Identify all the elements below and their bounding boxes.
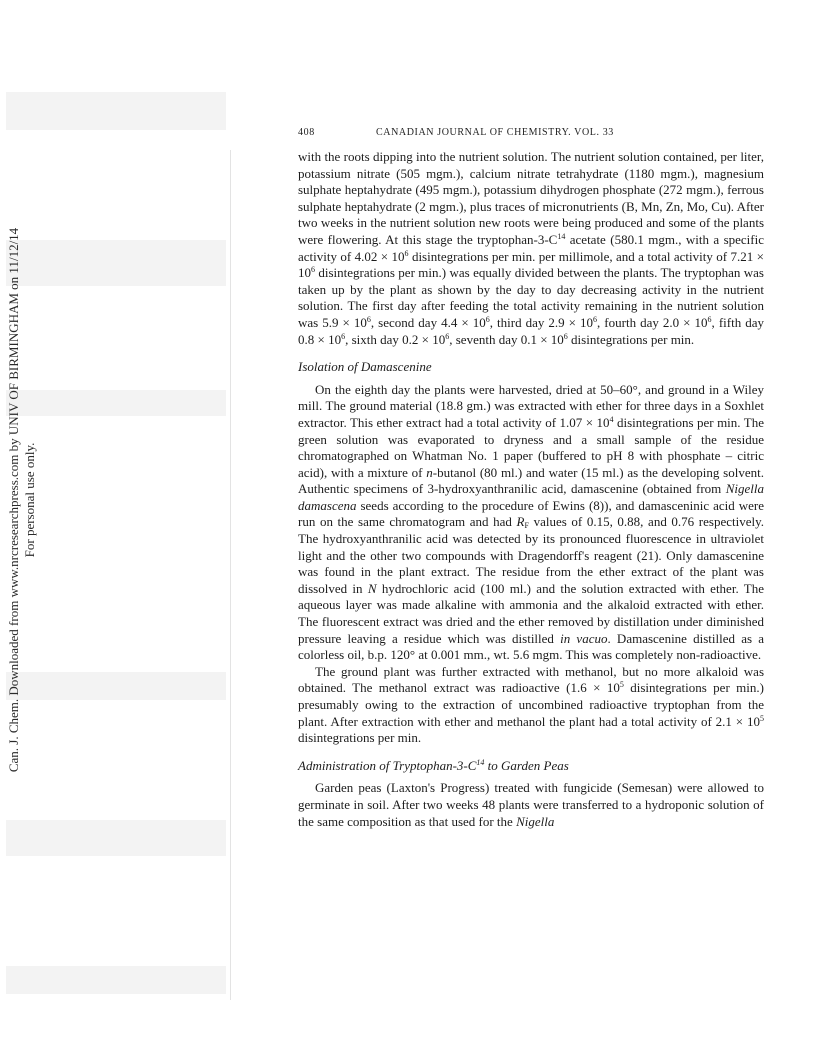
scan-smudge-top xyxy=(6,92,226,130)
page-number: 408 xyxy=(298,127,315,138)
paragraph-nutrient-solution: with the roots dipping into the nutrient solution. The nutrient solution contained, per liter, potassium nitrate (505 mgm.), calcium nitrate tetrahydrate (1180 mgm.), magnesium sulphate heptahydrate (495 mgm.), potassium dihydrogen phosphate (272 mgm.), ferrous sulphate heptahydrate (2 mgm.), plus traces of micronutrients (B, Mn, Zn, Mo, Cu). After two weeks in the nutrient solution new roots were being produced and some of the plants were flowering. At this stage the tryptophan-$3-C^{14}$ acetate (580.1 mgm., with a specific activity of $4.02 \times 10^6$ disintegrations per min. per millimole, and a total activity of $7.21 \times 10^6$ disintegrations per min.) was equally divided between the plants. The tryptophan was taken up by the plant as shown by the day to day decreasing activity in the nutrient solution. The first day after feeding the total activity remaining in the nutrient solution was $5.9 \times 10^6$, second day $4.4 \times 10^6$, third day $2.9 \times 10^6$, fourth day $2.0 \times 10^6$, fifth day $0.8 \times 10^6$, sixth day $0.2 \times 10^6$, seventh day $0.1 \times 10^6$ disintegrations per min. xyxy=(298,149,765,347)
section-heading-isolation: Isolation of Damascenine xyxy=(298,359,432,375)
watermark-text xyxy=(6,228,38,772)
watermark-line-2: For personal use only. xyxy=(22,442,37,558)
paragraph-isolation: On the eighth day the plants were harvested, dried at 50–60°, and ground in a Wiley mill. The ground material (18.8 gm.) was extracted with ether for three days in a Soxhlet extractor. This ether extract had a total activity of $1.07 \times 10^4$ disintegrations per min. The green solution was evaporated to dryness and a small sample of the residue chromatographed on Whatman No. 1 paper (buffered to pH 8 with phosphate – citric acid), with a mixture of n-butanol (80 ml.) and water (15 ml.) as the developing solvent. Authentic specimens of 3-hydroxyanthranilic acid, damascenine (obtained from Nigella damascena seeds according to the procedure of Ewins (8)), and damasceninic acid were run on the same chromatogram and had $R_F$ values of 0.15, 0.88, and 0.76 respectively. The hydroxyanthranilic acid was detected by its pronounced fluorescence in ultraviolet light and the other two compounds with Dragendorff's reagent (21). Only damascenine was found in the plant extract. The residue from the ether extract of the plant was dissolved in N hydrochloric acid (100 ml.) and the solution extracted with ether. The aqueous layer was made alkaline with ammonia and the alkaloid extracted with ether. The fluorescent extract was dried and the ether removed by distillation under diminished pressure leaving a residue which was distilled in vacuo. Damascenine distilled as a colorless oil, b.p. 120° at 0.001 mm., wt. 5.6 mgm. This was completely non-radioactive. xyxy=(298,381,765,663)
paragraph-methanol-extract: The ground plant was further extracted with methanol, but no more alkaloid was obtained. The methanol extract was radioactive ($1.6 \times 10^5$ disintegrations per min.) presumably owing to the extraction of uncombined radioactive tryptophan from the plant. After extraction with ether and methanol the plant had a total activity of $2.1 \times 10^5$ disintegrations per min. xyxy=(298,663,764,746)
journal-title: CANADIAN JOURNAL OF CHEMISTRY. VOL. 33 xyxy=(376,127,614,138)
download-watermark xyxy=(0,190,45,810)
gutter-line xyxy=(230,150,231,1000)
article-body xyxy=(298,149,764,830)
watermark-line-1: Can. J. Chem. Downloaded from www.nrcresearchpress.com by UNIV OF BIRMINGHAM on 11/12/14 xyxy=(6,227,21,773)
scan-smudge-footer xyxy=(6,966,226,994)
scan-smudge-bottom xyxy=(6,820,226,856)
running-head xyxy=(298,127,764,141)
paragraph-garden-peas: Garden peas (Laxton's Progress) treated with fungicide (Semesan) were allowed to germinate in soil. After two weeks 48 plants were transferred to a hydroponic solution of the same composition as that used for the Nigella xyxy=(298,780,764,829)
section-heading-garden-peas: Administration of Tryptophan-$3-C^{14}$ to Garden Peas xyxy=(298,757,569,773)
